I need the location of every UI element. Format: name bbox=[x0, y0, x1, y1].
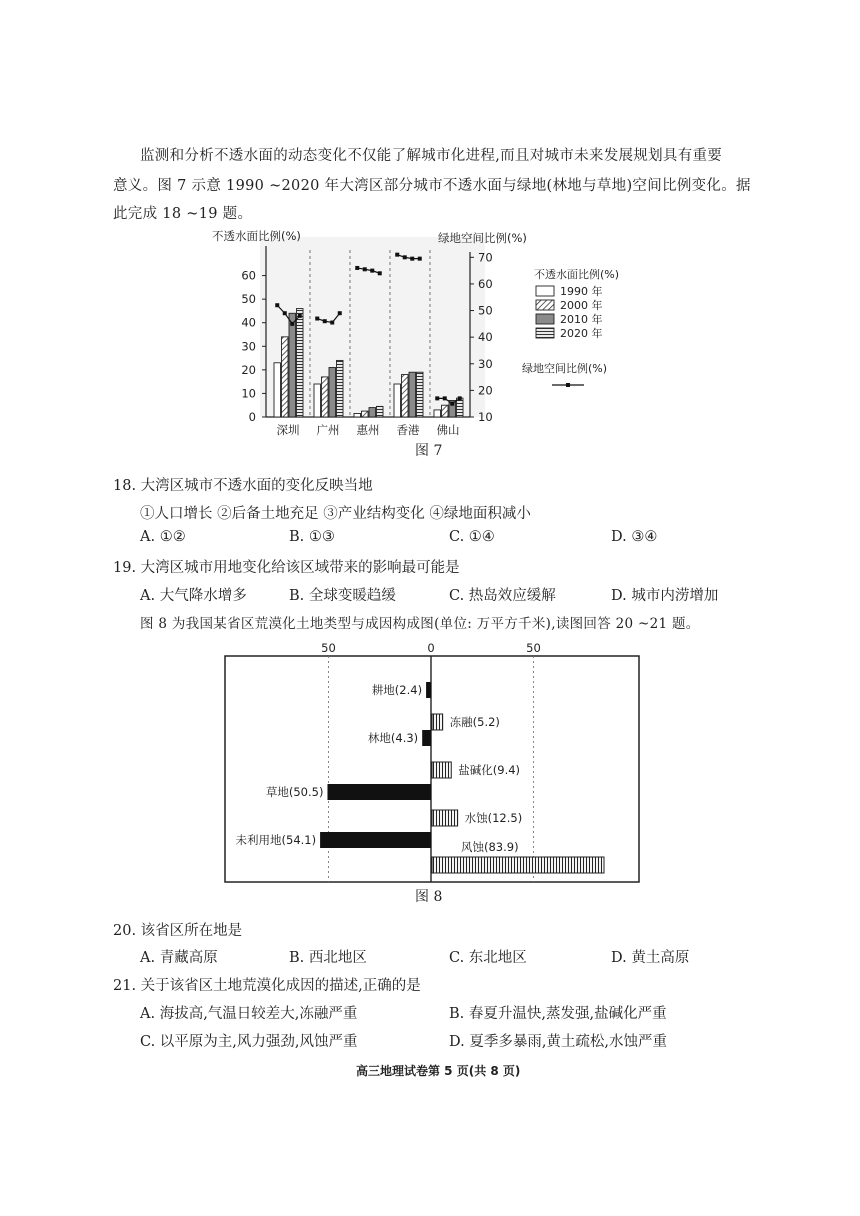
legend-swatch bbox=[536, 286, 554, 296]
bar-广州-2010 年 bbox=[329, 368, 336, 418]
legend-label: 2020 年 bbox=[560, 327, 603, 340]
green-point bbox=[450, 402, 454, 406]
q20-option-d[interactable]: D. 黄土高原 bbox=[611, 950, 690, 966]
q20-option-a[interactable]: A. 青藏高原 bbox=[140, 950, 218, 966]
q19-option-d[interactable]: D. 城市内涝增加 bbox=[611, 588, 719, 604]
intro-line-1: 监测和分析不透水面的动态变化不仅能了解城市化进程,而且对城市未来发展规划具有重要 bbox=[140, 148, 723, 164]
green-point bbox=[290, 322, 294, 326]
q18-option-d[interactable]: D. ③④ bbox=[611, 529, 658, 545]
green-point bbox=[395, 253, 399, 257]
figure-7-caption: 图 7 bbox=[415, 443, 443, 459]
legend-label: 2000 年 bbox=[560, 299, 603, 312]
green-point bbox=[458, 396, 462, 400]
left-bar-label: 草地(50.5) bbox=[265, 785, 324, 799]
legend bbox=[522, 267, 619, 387]
right-bar bbox=[432, 714, 443, 730]
green-point bbox=[378, 271, 382, 275]
legend-label: 1990 年 bbox=[560, 285, 603, 298]
right-bar bbox=[432, 762, 451, 778]
bar-佛山-2000 年 bbox=[442, 405, 449, 417]
left-tick-label: 10 bbox=[241, 386, 256, 401]
green-point bbox=[403, 255, 407, 259]
q21-option-d[interactable]: D. 夏季多暴雨,黄土疏松,水蚀严重 bbox=[449, 1034, 668, 1050]
q18-option-a[interactable]: A. ①② bbox=[140, 529, 186, 545]
x-tick-label: 0 bbox=[427, 641, 435, 655]
green-point bbox=[418, 257, 422, 261]
q19-stem: 19. 大湾区城市用地变化给该区域带来的影响最可能是 bbox=[113, 560, 460, 576]
left-tick-label: 0 bbox=[248, 410, 256, 424]
q19-option-c[interactable]: C. 热岛效应缓解 bbox=[449, 588, 556, 604]
bar-惠州-2000 年 bbox=[362, 411, 369, 417]
bar-香港-1990 年 bbox=[394, 384, 401, 417]
bar-香港-2000 年 bbox=[402, 375, 409, 417]
q21-option-c[interactable]: C. 以平原为主,风力强劲,风蚀严重 bbox=[140, 1034, 358, 1050]
right-tick-label: 70 bbox=[478, 250, 493, 265]
bar-香港-2010 年 bbox=[409, 372, 416, 417]
category-label: 佛山 bbox=[436, 423, 460, 437]
right-tick-label: 20 bbox=[478, 383, 493, 398]
legend-title: 不透水面比例(%) bbox=[534, 268, 620, 281]
left-tick-label: 60 bbox=[241, 268, 256, 283]
legend-line-marker bbox=[566, 383, 570, 387]
intro-line-3: 此完成 18 ~19 题。 bbox=[113, 206, 253, 222]
left-bar bbox=[320, 832, 431, 848]
category-label: 广州 bbox=[316, 423, 340, 437]
green-point bbox=[330, 321, 334, 325]
q21-option-b[interactable]: B. 春夏升温快,蒸发强,盐碱化严重 bbox=[449, 1006, 667, 1022]
left-axis-label: 不透水面比例(%) bbox=[212, 229, 301, 243]
right-tick-label: 50 bbox=[478, 303, 493, 318]
x-tick-label: 50 bbox=[526, 641, 541, 655]
q18-option-c[interactable]: C. ①④ bbox=[449, 529, 495, 545]
green-point bbox=[275, 303, 279, 307]
bar-深圳-2000 年 bbox=[282, 337, 289, 417]
left-bar bbox=[327, 784, 431, 800]
left-tick-label: 30 bbox=[241, 339, 256, 354]
intro-line-2: 意义。图 7 示意 1990 ~2020 年大湾区部分城市不透水面与绿地(林地与草地)空间比例变化。据 bbox=[113, 178, 751, 194]
left-bar-label: 耕地(2.4) bbox=[371, 683, 423, 697]
legend-swatch bbox=[536, 328, 554, 338]
left-tick-label: 50 bbox=[241, 292, 256, 307]
green-point bbox=[363, 267, 367, 271]
q20-option-b[interactable]: B. 西北地区 bbox=[289, 950, 367, 966]
bar-惠州-1990 年 bbox=[354, 413, 361, 417]
bar-深圳-2020 年 bbox=[297, 309, 304, 417]
bar-佛山-1990 年 bbox=[434, 410, 441, 417]
right-bar-label: 风蚀(83.9) bbox=[461, 840, 519, 854]
q19-option-a[interactable]: A. 大气降水增多 bbox=[140, 588, 247, 604]
bar-香港-2020 年 bbox=[417, 372, 424, 417]
legend-swatch bbox=[536, 314, 554, 324]
green-point bbox=[323, 319, 327, 323]
left-bar-label: 林地(4.3) bbox=[367, 731, 419, 745]
bar-广州-2000 年 bbox=[322, 377, 329, 417]
green-point bbox=[283, 311, 287, 315]
page-footer: 高三地理试卷第 5 页(共 8 页) bbox=[356, 1064, 521, 1078]
right-bar-label: 盐碱化(9.4) bbox=[458, 763, 521, 777]
left-bar bbox=[426, 682, 431, 698]
q21-option-a[interactable]: A. 海拔高,气温日较差大,冻融严重 bbox=[140, 1006, 358, 1022]
q21-stem: 21. 关于该省区土地荒漠化成因的描述,正确的是 bbox=[113, 978, 421, 994]
figure-7-chart bbox=[200, 222, 620, 440]
category-label: 香港 bbox=[396, 423, 420, 437]
right-bar-label: 水蚀(12.5) bbox=[464, 811, 523, 825]
green-point bbox=[338, 311, 342, 315]
q18-option-b[interactable]: B. ①③ bbox=[289, 529, 335, 545]
bar-佛山-2020 年 bbox=[457, 398, 464, 417]
bar-深圳-1990 年 bbox=[274, 363, 281, 417]
left-tick-label: 40 bbox=[241, 315, 256, 330]
q20-stem: 20. 该省区所在地是 bbox=[113, 923, 243, 939]
right-bar bbox=[432, 857, 604, 873]
right-tick-label: 40 bbox=[478, 330, 493, 345]
right-tick-label: 60 bbox=[478, 276, 493, 291]
left-bar bbox=[422, 730, 431, 746]
q19-option-b[interactable]: B. 全球变暖趋缓 bbox=[289, 588, 396, 604]
figure-8-caption: 图 8 bbox=[415, 889, 443, 905]
left-tick-label: 20 bbox=[241, 362, 256, 377]
green-point bbox=[315, 317, 319, 321]
q18-stem: 18. 大湾区城市不透水面的变化反映当地 bbox=[113, 478, 373, 494]
legend-line-label: 绿地空间比例(%) bbox=[522, 362, 608, 375]
green-point bbox=[443, 396, 447, 400]
bar-惠州-2010 年 bbox=[369, 408, 376, 417]
category-labels bbox=[277, 423, 460, 437]
bar-惠州-2020 年 bbox=[377, 406, 384, 417]
q18-items: ①人口增长 ②后备土地充足 ③产业结构变化 ④绿地面积减小 bbox=[140, 506, 531, 522]
legend-label: 2010 年 bbox=[560, 313, 603, 326]
green-point bbox=[410, 257, 414, 261]
x-tick-label: 50 bbox=[321, 641, 336, 655]
green-point bbox=[370, 269, 374, 273]
right-tick-label: 10 bbox=[478, 410, 493, 424]
green-point bbox=[435, 396, 439, 400]
q20-option-c[interactable]: C. 东北地区 bbox=[449, 950, 527, 966]
figure-8-chart bbox=[222, 638, 642, 886]
legend-swatch bbox=[536, 300, 554, 310]
left-bar-label: 未利用地(54.1) bbox=[235, 833, 317, 847]
category-label: 深圳 bbox=[276, 423, 300, 437]
green-point bbox=[355, 266, 359, 270]
category-label: 惠州 bbox=[356, 423, 380, 437]
right-bar bbox=[432, 810, 458, 826]
x-ticks bbox=[321, 641, 541, 655]
right-bar-label: 冻融(5.2) bbox=[449, 715, 500, 729]
right-tick-label: 30 bbox=[478, 356, 493, 371]
bar-广州-1990 年 bbox=[314, 384, 321, 417]
bar-广州-2020 年 bbox=[337, 360, 344, 417]
green-point bbox=[298, 314, 302, 318]
intro-2: 图 8 为我国某省区荒漠化土地类型与成因构成图(单位: 万平方千米),读图回答 20 ~21 题。 bbox=[140, 616, 700, 632]
bar-深圳-2010 年 bbox=[289, 313, 296, 417]
right-axis-label: 绿地空间比例(%) bbox=[438, 231, 527, 245]
